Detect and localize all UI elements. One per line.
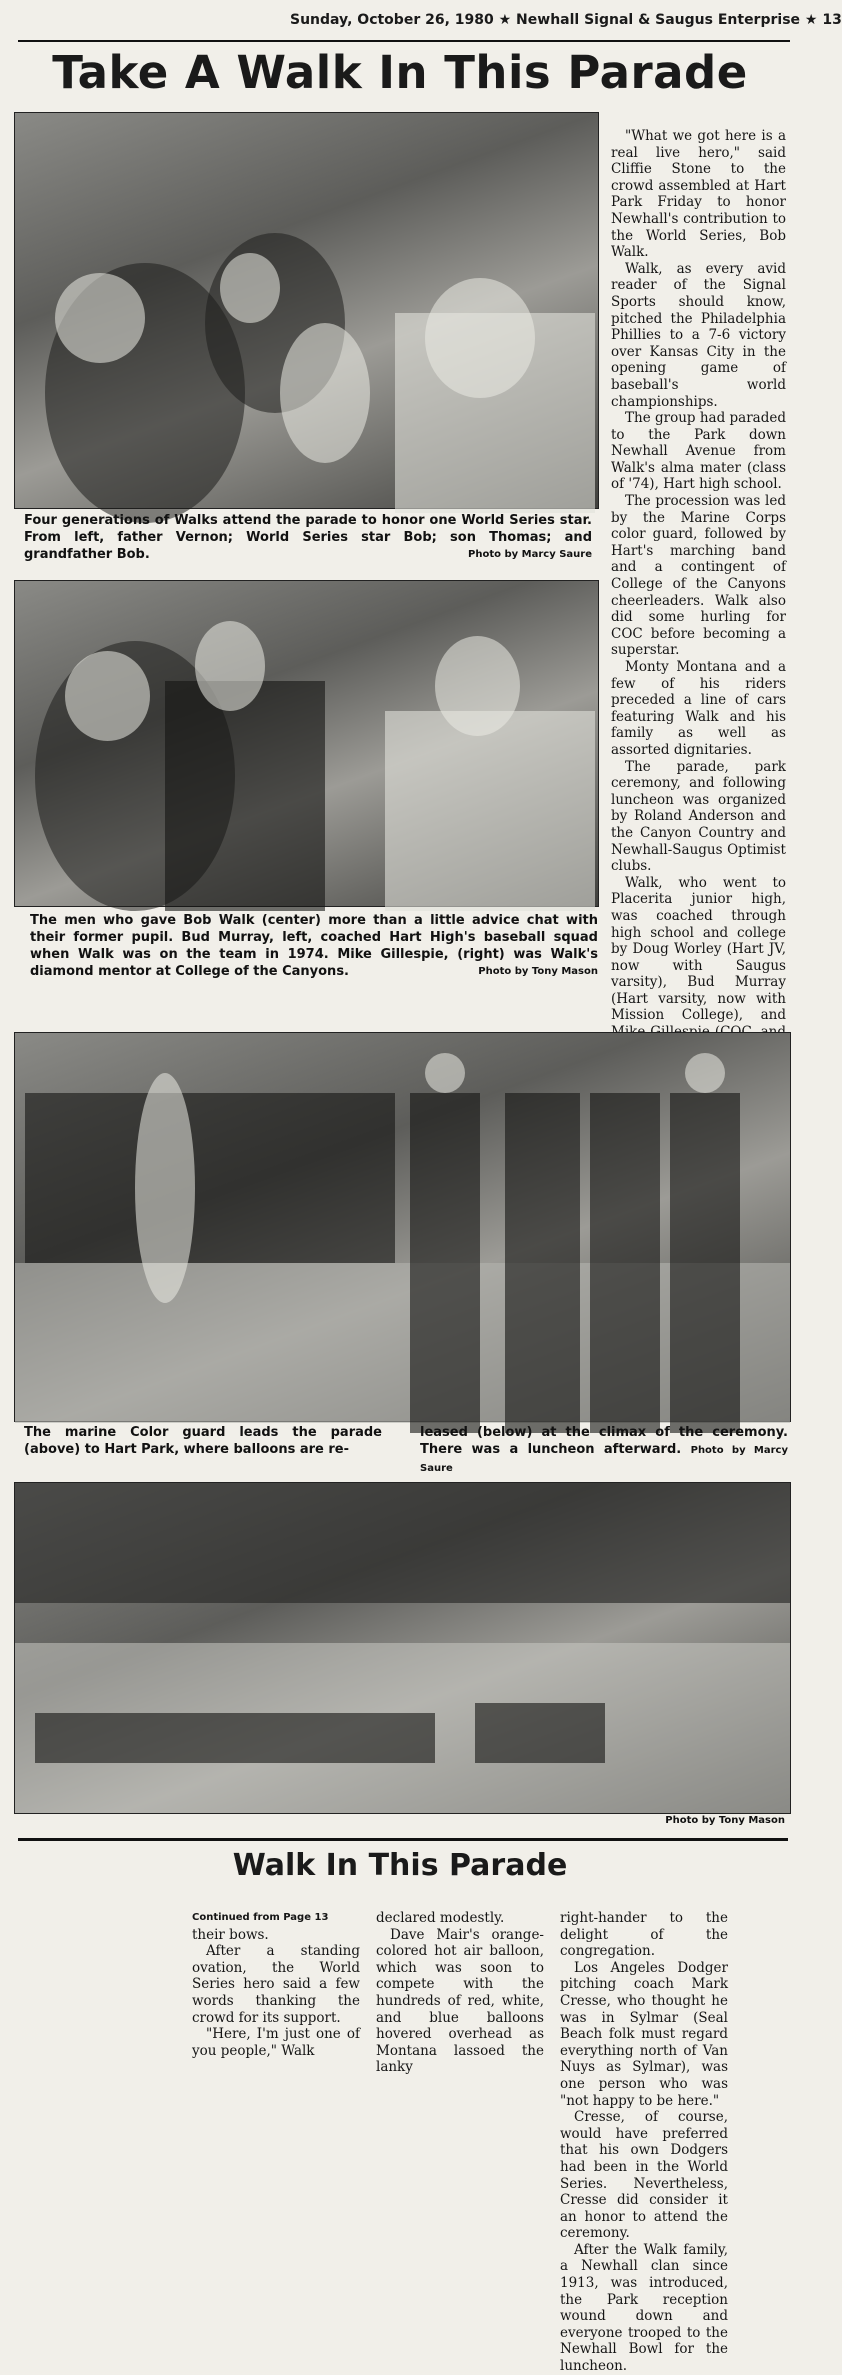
photo-4-credit: Photo by Tony Mason	[665, 1815, 785, 1826]
headline: Take A Walk In This Parade	[52, 46, 748, 99]
photo-hart-park	[14, 1482, 791, 1814]
photo-3-caption-right: leased (below) at the climax of the ceremony. There was a luncheon afterward. Photo by Marcy Saure	[420, 1425, 789, 1474]
story-top-column: "What we got here is a real live hero," said Cliffie Stone to the crowd assembled at Hart Park Friday to honor Newhall's contribution to the World Series, Bob Walk. Walk, as every avid reader of the Signal Sports should know, pitched the Philadelphia Phillies to a 7-6 victory over Kansas City in the opening game of baseball's world championships. The group had paraded to the Park down Newhall Avenue from Walk's alma mater (class of '74), Hart high school. The procession was led by the Marine Corps color guard, followed by Hart's marching band and a contingent of College of the Canyons cheerleaders. Walk also did some hurling for COC before becoming a superstar. Monty Montana and a few of his riders preceded a line of cars featuring Walk and his family as well as assorted dignitaries. The parade, park ceremony, and following luncheon was organized by Roland Anderson and the Canyon Country and Newhall-Saugus Optimist clubs. Walk, who went to Placerita junior high, was coached through high school and college by Doug Worley (Hart JV, now with Saugus varsity), Bud Murray (Hart varsity, now with Mission College), and	[611, 128, 786, 1107]
photo-1-credit: Photo by Marcy Saure	[468, 549, 592, 560]
jump-column-2: declared modestly. Dave Mair's orange-colored hot air balloon, which was soon to compete with the hundreds of red, white, and blue balloons hovered overhead as Montana lassoed the lanky	[376, 1910, 544, 2076]
jump-headline: Walk In This Parade	[232, 1848, 568, 1883]
photo-2-credit: Photo by Tony Mason	[478, 966, 598, 977]
jump-rule	[18, 1838, 788, 1841]
page-number: 13	[822, 12, 842, 28]
jump-column-3: right-hander to the delight of the congregation. Los Angeles Dodger pitching coach Mark Cresse, who thought he was in Sylmar (Seal Beach folk must regard everything north of Van Nuys as Sylmar), was one person who was "not happy to be here." Cresse, of course, would have preferred that his own Dodgers had been in the World Series. Nevertheless, Cresse did consider it an honor to attend the ceremony. After the Walk family, a Newhall clan since 1913, was introduced, the Park reception wound down and everyone trooped to the Newhall Bowl for the luncheon.	[560, 1910, 728, 2375]
photo-3-credit: Photo by Marcy Saure	[420, 1445, 789, 1474]
photo-1-caption: Four generations of Walks attend the parade to honor one World Series star. From left, father Vernon; World Series star Bob; son Thomas; and grandfather Bob. Photo by Marcy Saure	[24, 513, 592, 562]
photo-3-caption-left: The marine Color guard leads the parade (above) to Hart Park, where balloons are re-	[24, 1425, 382, 1457]
header-rule	[18, 40, 790, 42]
photo-color-guard	[14, 1032, 791, 1422]
page-header: Sunday, October 26, 1980 ★ Newhall Signal & Saugus Enterprise ★ 13	[290, 12, 842, 28]
jump-column-1: Continued from Page 13 their bows. After a standing ovation, the World Series hero said a few words thanking the crowd for its support. "Here, I'm just one of you people," Walk	[192, 1912, 360, 2059]
continued-from: Continued from Page 13	[192, 1912, 329, 1923]
photo-four-generations	[14, 112, 599, 509]
photo-2-caption: The men who gave Bob Walk (center) more than a little advice chat with their former pupil. Bud Murray, left, coached Hart High's baseball squad when Walk was on the team in 1974. Mike Gillespie, (right) was Walk's diamond mentor at College of the Canyons. Photo by Tony Mason	[30, 913, 598, 979]
dateline: Sunday, October 26, 1980	[290, 12, 494, 28]
paper-name: Newhall Signal & Saugus Enterprise	[516, 12, 801, 28]
photo-coaches	[14, 580, 599, 907]
